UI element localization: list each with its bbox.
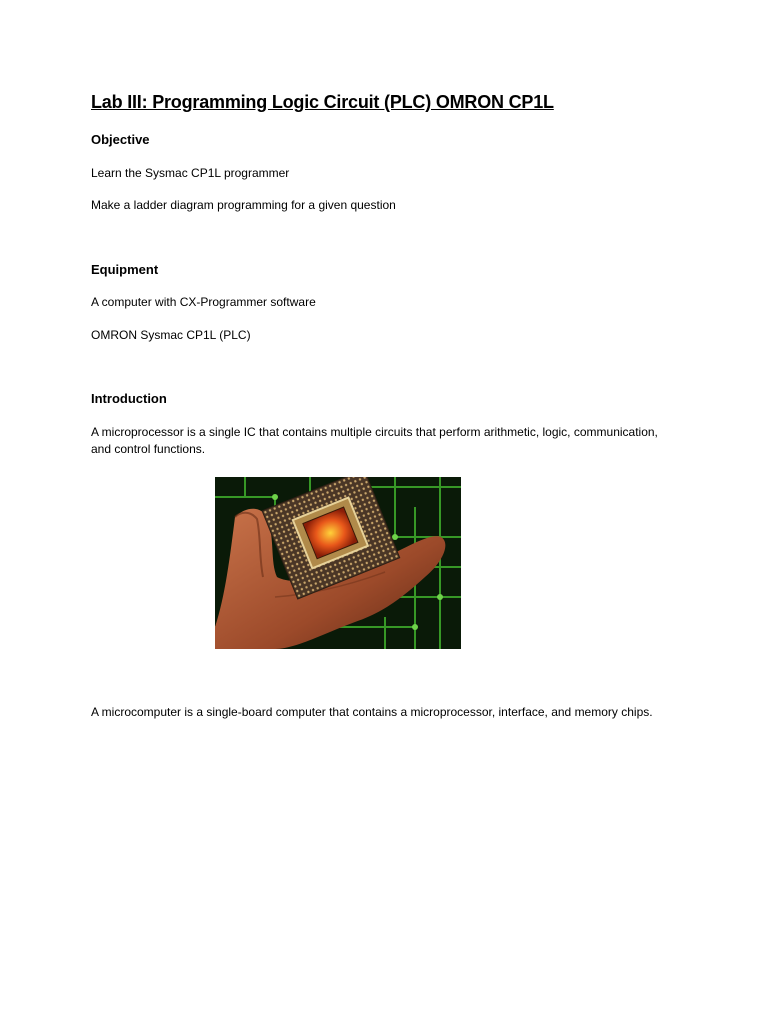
equipment-item: A computer with CX-Programmer software [91, 295, 316, 309]
introduction-paragraph: A microprocessor is a single IC that contains multiple circuits that perform arithmetic, logic, communication, and control functions. [91, 425, 658, 456]
introduction-heading: Introduction [91, 391, 167, 406]
equipment-item: OMRON Sysmac CP1L (PLC) [91, 328, 251, 342]
objective-item: Make a ladder diagram programming for a given question [91, 198, 396, 212]
document-title: Lab III: Programming Logic Circuit (PLC) OMRON CP1L [91, 92, 554, 112]
equipment-heading: Equipment [91, 262, 159, 277]
microprocessor-photo [215, 477, 461, 649]
introduction-paragraph: A microcomputer is a single-board computer that contains a microprocessor, interface, and memory chips. [91, 705, 653, 719]
microprocessor-chip-in-hand-icon [215, 477, 461, 649]
objective-heading: Objective [91, 132, 150, 147]
objective-item: Learn the Sysmac CP1L programmer [91, 166, 290, 180]
